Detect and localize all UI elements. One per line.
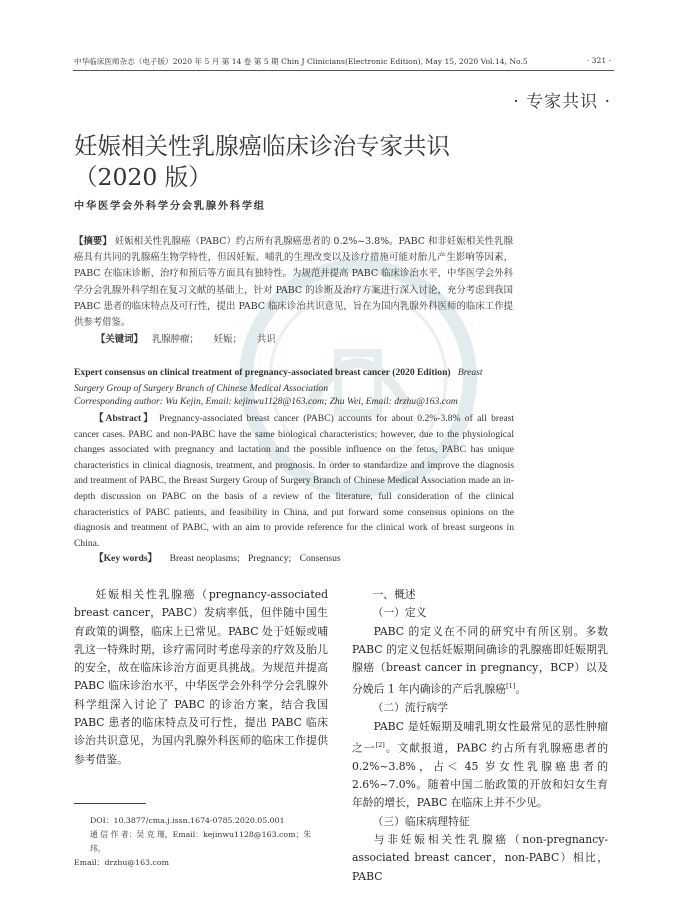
running-header: 中华临床医师杂志（电子版）2020 年 5 月 第 14 卷 第 5 期 Chin J Clinicians(Electronic Edition), May 15, 2020 Vol.14, No.5 — [74, 57, 528, 66]
definition-tail: 。 — [515, 683, 527, 697]
section-tag: · 专家共识 · — [513, 92, 611, 112]
corresponding-line-2: Email：drzhu@163.com — [74, 858, 169, 867]
epidemiology-text-a: PABC 是妊娠期及哺乳期女性最常见的恶性肿瘤之一 — [352, 719, 608, 755]
english-title — [74, 365, 514, 396]
epidemiology-paragraph — [352, 718, 608, 813]
definition-paragraph — [352, 623, 608, 700]
body-left-column — [74, 586, 328, 769]
english-abstract — [74, 411, 514, 567]
heading-pathology: （三）临床病理特征 — [372, 814, 470, 828]
citation-ref: [2] — [375, 740, 385, 749]
keyword-item: 共识 — [256, 334, 276, 345]
header-rule — [73, 70, 614, 71]
pathology-paragraph: 与非妊娠相关性乳腺癌（non-pregnancy-associated breast cancer，non-PABC）相比，PABC — [352, 833, 608, 883]
abstract-text: 妊娠相关性乳腺癌（PABC）约占所有乳腺癌患者的 0.2%~3.8%。PABC 和非妊娠相关性乳腺癌具有共同的乳腺癌生物学特性，但因妊娠、哺乳的生理改变以及诊疗措施可能对胎儿产生影响等因素，PABC 在临床诊断、治疗和预后等方面具有独特性。为规范并提高 PABC 临床诊治水平，中华医学会外科学分会乳腺外科学组在复习文献的基础上，针对 PABC 的诊断及治疗方案进行深入讨论，充分考虑到我国 PABC 患者的临床特点及可行性，提出 PABC 临床诊治共识意见，旨在为国内乳腺外科医师的临床工作提供参考借鉴。 — [74, 236, 513, 329]
page-number: · 321 · — [586, 56, 611, 65]
english-keyword-item: Consensus — [299, 553, 341, 565]
english-abstract-label: 【Abstract】 — [94, 413, 155, 424]
definition-text: PABC 的定义在不同的研究中有所区别。多数 PABC 的定义包括妊娠期间确诊的乳腺癌即妊娠期乳腺癌（breast cancer in pregnancy，BCP）以及分娩后 1 年内确诊的产后乳腺癌 — [352, 624, 608, 697]
body-right-column — [352, 586, 608, 886]
keyword-item: 妊娠； — [213, 334, 242, 345]
intro-paragraph: 妊娠相关性乳腺癌（pregnancy-associated breast cancer，PABC）发病率低，但伴随中国生育政策的调整，临床上已常见。PABC 处于妊娠或哺乳这一特殊时期，诊疗需同时考虑母亲的疗效及胎儿的安全，故在临床诊治方面更具挑战。为规范并提高 PABC 临床诊治水平，中华医学会外科学分会乳腺外科学组深入讨论了 PABC 的诊治方案，结合我国 PABC 患者的临床特点及可行性，提出 PABC 临床诊治共识意见，为国内乳腺外科医师的临床工作提供参考借鉴。 — [74, 588, 328, 766]
corresponding-line-1: 通 信 作 者：吴 克 瑾，Email：kejinwu1128@163.com；朱 玮， — [90, 830, 312, 853]
citation-ref: [1] — [506, 682, 516, 691]
footnote-rule — [74, 803, 146, 804]
english-group: Breast Surgery Group of Surgery Branch of Chinese Medical Association — [74, 367, 483, 394]
keyword-item: 乳腺肿瘤； — [151, 334, 199, 345]
keywords-label: 【关键词】 — [96, 334, 143, 345]
author-group: 中华医学会外科学分会乳腺外科学组 — [74, 200, 266, 212]
title-line-1: 妊娠相关性乳腺癌临床诊治专家共识 — [74, 132, 450, 160]
article-title — [74, 131, 450, 193]
epidemiology-text-b: 。文献报道，PABC 约占所有乳腺癌患者的 0.2%~3.8%，占＜ 45 岁女性乳腺癌患者的 2.6%~7.0%。随着中国二胎政策的开放和妇女生育年龄的增长，PABC 在临床上并不少见。 — [352, 741, 608, 810]
doi: DOI：10.3877/cma.j.issn.1674-0785.2020.05.001 — [90, 816, 285, 825]
heading-definition: （一）定义 — [372, 606, 427, 620]
heading-overview: 一、概述 — [372, 588, 416, 601]
english-keyword-item: Pregnancy; — [248, 553, 292, 565]
english-keyword-item: Breast neoplasms; — [169, 553, 240, 565]
title-line-2: （2020 版） — [74, 163, 212, 191]
english-keywords-label: 【Key words】 — [94, 553, 158, 565]
chinese-abstract — [74, 234, 513, 331]
footnote — [74, 814, 328, 870]
chinese-keywords — [96, 331, 276, 345]
english-abstract-text: Pregnancy-associated breast cancer (PABC) accounts for about 0.2%-3.8% of all breast cancer cases. PABC and non-PABC have the same biological characteristics; however, due to the physiological changes associated with pregnancy and lactation and the possible influence on the fetus, PABC has unique characteristics in clinical diagnosis, treatment, and prognosis. In order to standardize and improve the diagnosis and treatment of PABC, the Breast Surgery Group of Surgery Branch of Chinese Medical Association made an in-depth discussion on PABC on the basis of a review of the literature, full consideration of the clinical characteristics of PABC patients, and feasibility in China, and put forward some consensus opinions on the diagnosis and treatment of PABC, with an aim to provide reference for the clinical work of breast surgeons in China. — [74, 413, 515, 549]
abstract-label: 【摘要】 — [74, 236, 112, 247]
heading-epidemiology: （二）流行病学 — [372, 701, 449, 715]
english-keywords — [74, 551, 514, 567]
english-title-text: Expert consensus on clinical treatment of pregnancy-associated breast cancer (2020 Edition) — [74, 367, 451, 378]
english-corresponding: Corresponding author: Wu Kejin, Email: kejinwu1128@163.com; Zhu Wei, Email: drzhu@163.com — [74, 396, 458, 407]
